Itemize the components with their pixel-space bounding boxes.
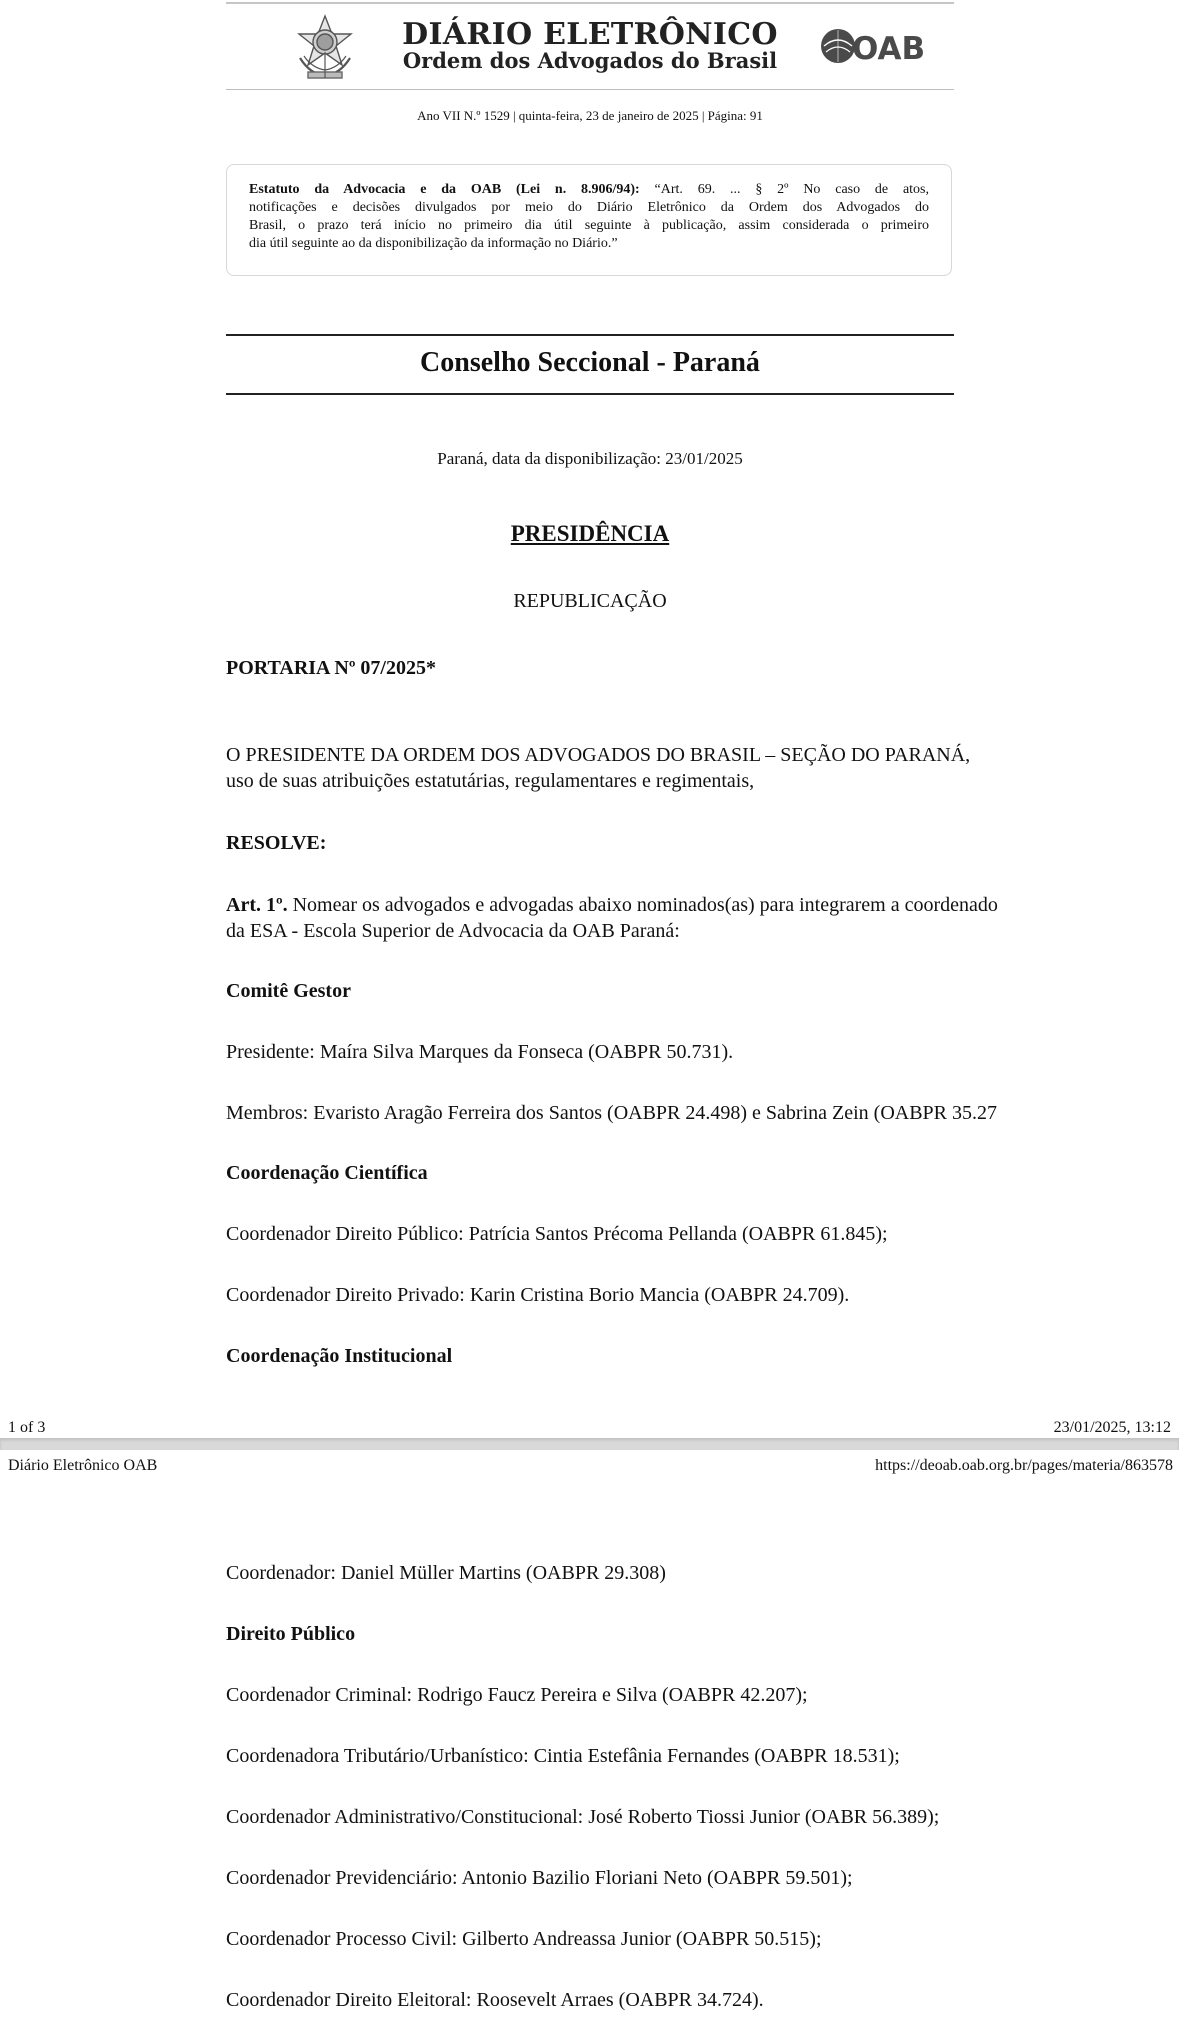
top-rule: [226, 2, 954, 4]
edition-line: Ano VII N.º 1529 | quinta-feira, 23 de janeiro de 2025 | Página: 91: [417, 108, 763, 123]
republicacao-label: REPUBLICAÇÃO: [513, 590, 667, 612]
print-url[interactable]: https://deoab.oab.org.br/pages/materia/863578: [875, 1457, 1173, 1474]
oab-logo: [820, 26, 926, 67]
availability-date: Paraná, data da disponibilização: 23/01/2025: [437, 449, 743, 468]
list-item: Coordenador Previdenciário: Antonio Bazilio Floriani Neto (OABPR 59.501);: [226, 1867, 853, 1889]
comite-gestor-heading: Comitê Gestor: [226, 980, 351, 1002]
art1-text-1: Nomear os advogados e advogadas abaixo nominados(as) para integrarem a coordenado: [292, 894, 998, 916]
preamble-line-1: O PRESIDENTE DA ORDEM DOS ADVOGADOS DO BRASIL – SEÇÃO DO PARANÁ,: [226, 744, 971, 766]
coordenador-line: Coordenador: Daniel Müller Martins (OABPR 29.308): [226, 1562, 666, 1584]
header-rule: [226, 89, 954, 90]
coord-cientifica-heading: Coordenação Científica: [226, 1162, 428, 1184]
statute-text-1: “Art. 69. ... § 2º No caso de atos,: [654, 182, 930, 197]
council-bottom-rule: [226, 393, 954, 395]
portaria-heading: PORTARIA Nº 07/2025*: [226, 657, 436, 679]
coord-privado: Coordenador Direito Privado: Karin Cristina Borio Mancia (OABPR 24.709).: [226, 1284, 850, 1306]
oab-logo-text: OAB: [852, 31, 926, 67]
statute-lead: Estatuto da Advocacia e da OAB (Lei n. 8.906/94):: [249, 182, 640, 197]
statute-line-2: notificações e decisões divulgados por meio do Diário Eletrônico da Ordem dos Advogados do: [249, 200, 929, 215]
statute-line-3: Brasil, o prazo terá início no primeiro dia útil seguinte à publicação, assim considerada o primeiro: [249, 218, 929, 233]
document-page-2: [0, 1450, 1179, 2039]
presidencia-heading: PRESIDÊNCIA: [510, 521, 670, 546]
art1-line-1: [226, 892, 1186, 918]
council-top-rule: [226, 334, 954, 336]
list-item: Coordenadora Tributário/Urbanístico: Cintia Estefânia Fernandes (OABPR 18.531);: [226, 1745, 900, 1767]
page-count: 1 of 3: [8, 1419, 46, 1436]
council-title: Conselho Seccional - Paraná: [420, 347, 760, 378]
comite-members: Membros: Evaristo Aragão Ferreira dos Santos (OABPR 24.498) e Sabrina Zein (OABPR 35.27: [226, 1102, 998, 1124]
list-item: Coordenador Criminal: Rodrigo Faucz Pereira e Silva (OABPR 42.207);: [226, 1684, 808, 1706]
statute-line-1: [249, 181, 929, 199]
resolve-heading: RESOLVE:: [226, 832, 327, 854]
art1-label: Art. 1º.: [226, 894, 288, 916]
masthead-title: DIÁRIO ELETRÔNICO: [402, 17, 778, 52]
print-site-name: Diário Eletrônico OAB: [8, 1457, 158, 1474]
masthead-subtitle: Ordem dos Advogados do Brasil: [402, 48, 778, 73]
coord-institucional-heading: Coordenação Institucional: [226, 1345, 453, 1367]
print-datetime: 23/01/2025, 13:12: [1053, 1419, 1171, 1436]
direito-publico-heading: Direito Público: [226, 1623, 356, 1645]
statute-line-4: dia útil seguinte ao da disponibilização da informação no Diário.”: [249, 236, 618, 251]
comite-president: Presidente: Maíra Silva Marques da Fonseca (OABPR 50.731).: [226, 1041, 734, 1063]
list-item: Coordenador Processo Civil: Gilberto Andreassa Junior (OABPR 50.515);: [226, 1928, 822, 1950]
coord-publico: Coordenador Direito Público: Patrícia Santos Précoma Pellanda (OABPR 61.845);: [226, 1223, 888, 1245]
page-separator: [0, 1438, 1179, 1450]
list-item: Coordenador Administrativo/Constitucional: José Roberto Tiossi Junior (OABR 56.389);: [226, 1806, 940, 1828]
statute-notice-box: [226, 164, 952, 276]
preamble-line-2: uso de suas atribuições estatutárias, regulamentares e regimentais,: [226, 770, 755, 792]
brazil-coat-of-arms-icon: [290, 12, 360, 82]
list-item: Coordenador Direito Eleitoral: Roosevelt Arraes (OABPR 34.724).: [226, 1989, 764, 2011]
art1-line-2: da ESA - Escola Superior de Advocacia da OAB Paraná:: [226, 920, 680, 942]
